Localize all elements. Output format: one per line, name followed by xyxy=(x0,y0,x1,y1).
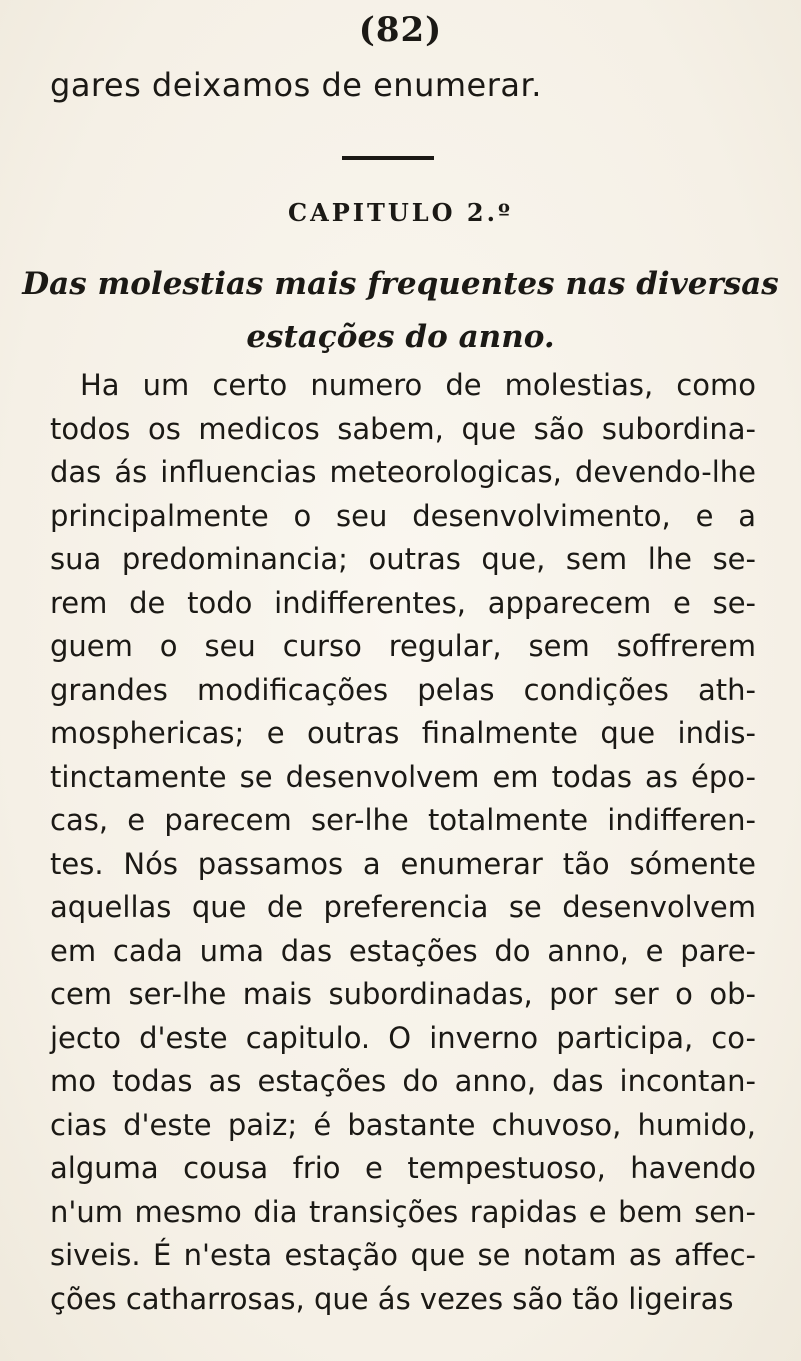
text-line: todos os medicos sabem, que são subordina- xyxy=(50,411,756,446)
text-line: das ás influencias meteorologicas, devendo-lhe xyxy=(50,455,756,489)
text-line: cas, e parecem ser-lhe totalmente indifferen- xyxy=(50,803,756,837)
text-line: jecto d'este capitulo. O inverno participa, co- xyxy=(50,1020,756,1055)
chapter-title-line: Das molestias mais frequentes nas diversas xyxy=(22,266,779,302)
section-divider xyxy=(342,156,434,160)
text-line: mo todas as estações do anno, das incontan- xyxy=(50,1064,756,1098)
text-line: cem ser-lhe mais subordinadas, por ser o ob- xyxy=(50,977,756,1011)
continued-text-line: gares deixamos de enumerar. xyxy=(50,66,542,104)
chapter-title xyxy=(0,258,801,364)
chapter-heading: CAPITULO 2.º xyxy=(288,198,513,227)
text-line: Ha um certo numero de molestias, como xyxy=(80,368,756,402)
page-number: (82) xyxy=(358,10,443,50)
text-line: sua predominancia; outras que, sem lhe se- xyxy=(50,542,756,576)
text-line: em cada uma das estações do anno, e pare- xyxy=(50,933,756,968)
text-line: alguma cousa frio e tempestuoso, havendo xyxy=(50,1151,756,1185)
text-line: n'um mesmo dia transições rapidas e bem sen- xyxy=(50,1194,756,1229)
text-line: ções catharrosas, que ás vezes são tão ligeiras xyxy=(50,1281,734,1316)
text-line: tes. Nós passamos a enumerar tão sómente xyxy=(50,846,756,881)
text-line: siveis. É n'esta estação que se notam as affec- xyxy=(50,1238,756,1272)
text-line: tinctamente se desenvolvem em todas as épo- xyxy=(50,759,756,794)
text-line: grandes modificações pelas condições ath- xyxy=(50,672,756,707)
text-line: guem o seu curso regular, sem soffrerem xyxy=(50,629,756,663)
text-line: principalmente o seu desenvolvimento, e a xyxy=(50,498,756,533)
chapter-title-line: estações do anno. xyxy=(246,319,555,355)
text-line: mosphericas; e outras finalmente que indis- xyxy=(50,716,756,750)
text-line: cias d'este paiz; é bastante chuvoso, humido, xyxy=(50,1107,756,1142)
body-paragraph xyxy=(50,364,756,1321)
text-line: rem de todo indifferentes, apparecem e se- xyxy=(50,585,756,620)
text-line: aquellas que de preferencia se desenvolvem xyxy=(50,890,756,924)
